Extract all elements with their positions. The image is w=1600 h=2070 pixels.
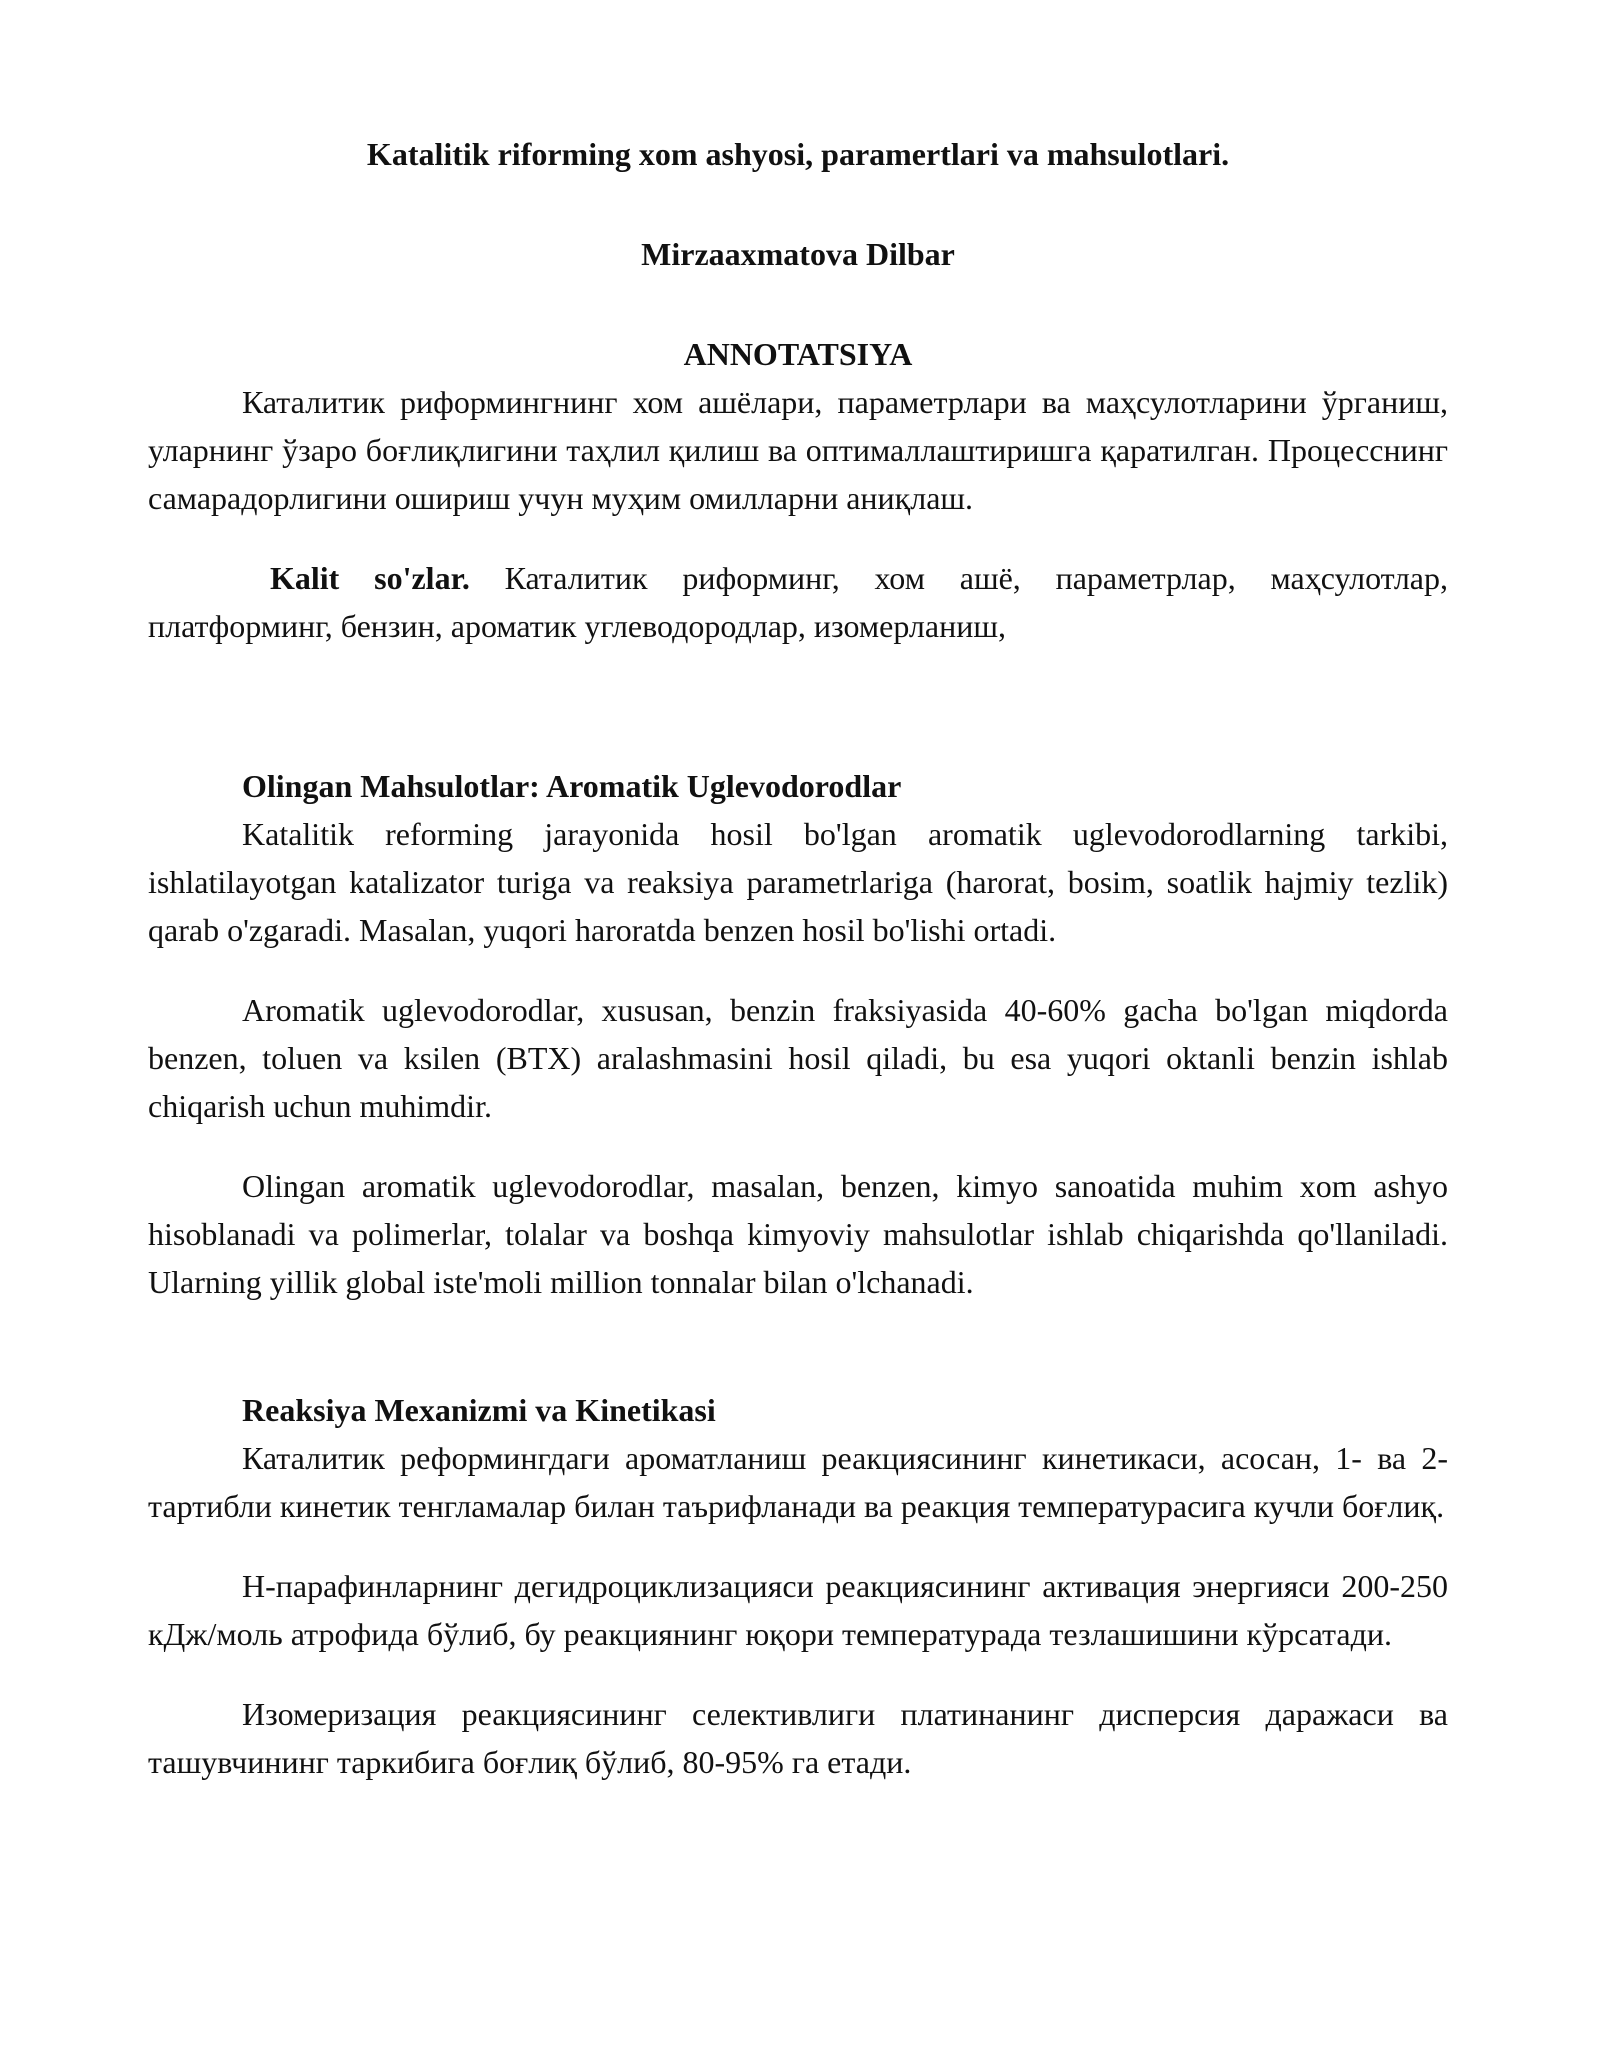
section2-paragraph: Н-парафинларнинг дегидроциклизацияси реакциясининг активация энергияси 200-250 кДж/моль атрофида бўлиб, бу реакциянинг юқори температурада тезлашишини кўрсатади.: [148, 1568, 1448, 1652]
keywords-label: Kalit so'zlar.: [270, 560, 470, 596]
keywords-paragraph: [148, 554, 1448, 650]
section-heading-mechanism: Reaksiya Mexanizmi va Kinetikasi: [242, 1392, 716, 1428]
section2-paragraph: Каталитик реформингдаги ароматланиш реакциясининг кинетикаси, асосан, 1- ва 2- тартибли кинетик тенгламалар билан таърифланади ва реакция температурасига кучли боғлиқ.: [148, 1440, 1448, 1524]
author-name: Mirzaaxmatova Dilbar: [641, 236, 955, 272]
document-page: [148, 130, 1448, 1786]
section1-paragraph: Olingan aromatik uglevodorodlar, masalan, benzen, kimyo sanoatida muhim xom ashyo hisoblanadi va polimerlar, tolalar va boshqa kimyoviy mahsulotlar ishlab chiqarishda qo'llaniladi. Ularning yillik global iste'moli million tonnalar bilan o'lchanadi.: [148, 1168, 1448, 1300]
section1-paragraph: Aromatik uglevodorodlar, xususan, benzin fraksiyasida 40-60% gacha bo'lgan miqdorda benzen, toluen va ksilen (BTX) aralashmasini hosil qiladi, bu esa yuqori oktanli benzin ishlab chiqarish uchun muhimdir.: [148, 992, 1448, 1124]
section-heading-products: Olingan Mahsulotlar: Aromatik Uglevodorodlar: [242, 768, 902, 804]
keywords-text: Каталитик риформинг, хом ашё, параметрлар, маҳсулотлар, платформинг, бензин, ароматик углеводородлар, изомерланиш,: [148, 560, 1448, 644]
section1-paragraph: Katalitik reforming jarayonida hosil bo'lgan aromatik uglevodorodlarning tarkibi, ishlatilayotgan katalizator turiga va reaksiya parametrlariga (harorat, bosim, soatlik hajmiy tezlik) qarab o'zgaradi. Masalan, yuqori haroratda benzen hosil bo'lishi ortadi.: [148, 816, 1448, 948]
annotation-text: Каталитик риформингнинг хом ашёлари, параметрлари ва маҳсулотларини ўрганиш, уларнинг ўзаро боғлиқлигини таҳлил қилиш ва оптималлаштиришга қаратилган. Процесснинг самарадорлигини ошириш учун муҳим омилларни аниқлаш.: [148, 384, 1448, 516]
document-title: Katalitik riforming xom ashyosi, paramertlari va mahsulotlari.: [366, 136, 1230, 172]
section2-paragraph: Изомеризация реакциясининг селективлиги платинанинг дисперсия даражаси ва ташувчининг таркибига боғлиқ бўлиб, 80-95% га етади.: [148, 1696, 1448, 1780]
annotation-heading: ANNOTATSIYA: [683, 336, 913, 372]
